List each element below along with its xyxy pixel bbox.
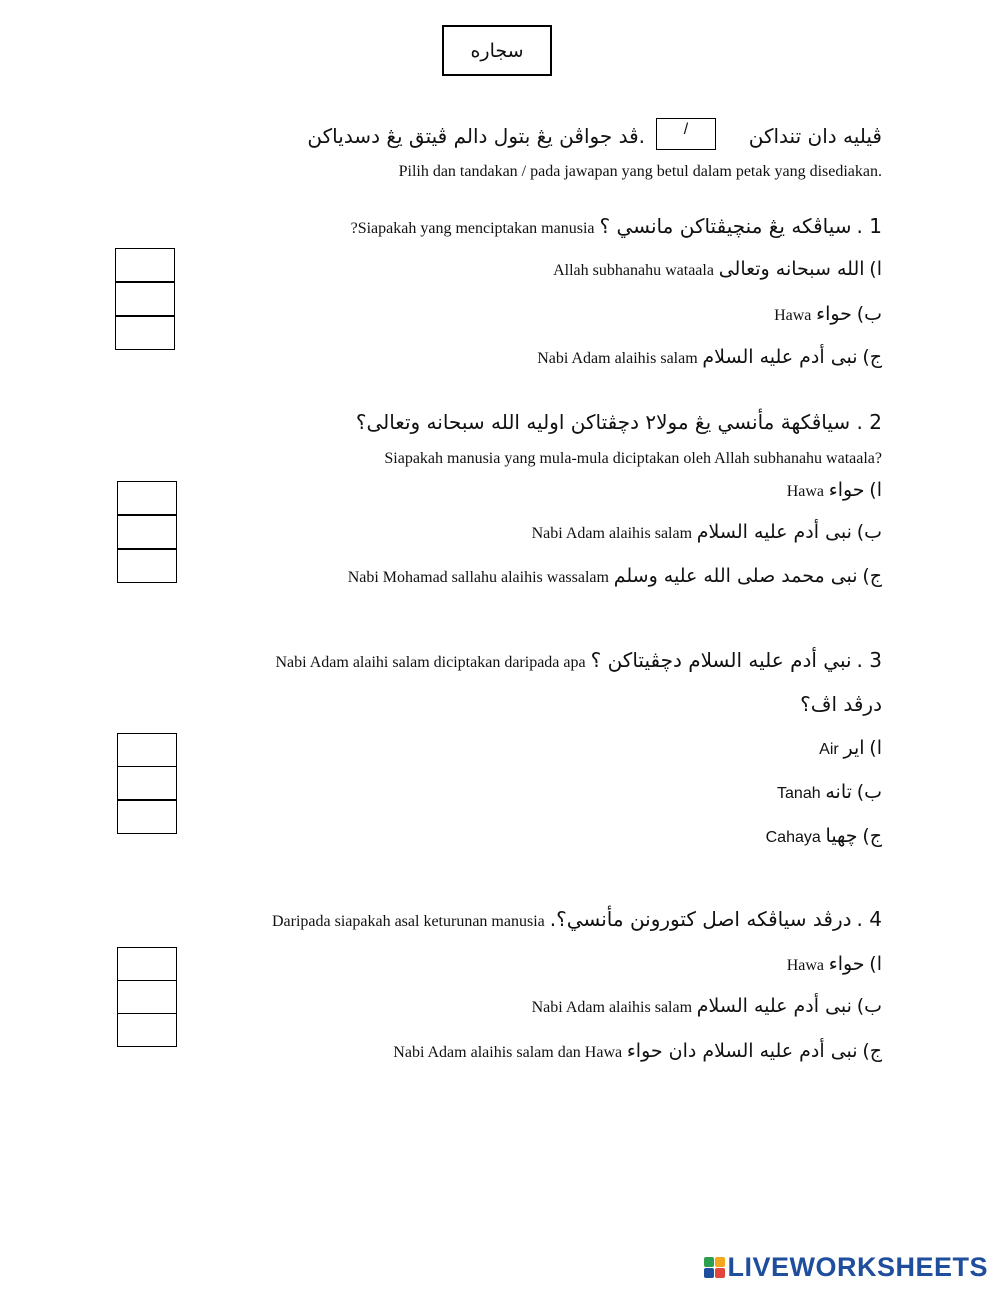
option-label: ج) bbox=[862, 565, 882, 587]
brand-name: LIVEWORKSHEETS bbox=[727, 1252, 988, 1282]
option-latin: Cahaya bbox=[765, 829, 821, 846]
option-jawi: حواء bbox=[828, 953, 865, 975]
option-latin: Tanah bbox=[777, 785, 821, 802]
q1-answer-box-a[interactable] bbox=[115, 248, 175, 282]
q3-answer-box-a[interactable] bbox=[117, 733, 177, 767]
question-number: 1 . bbox=[856, 214, 882, 238]
q4-option-b bbox=[532, 995, 882, 1018]
q4-option-c bbox=[393, 1040, 882, 1063]
q2-answer-box-c[interactable] bbox=[117, 549, 177, 583]
option-label: ب) bbox=[856, 521, 882, 543]
q3-option-c bbox=[766, 825, 882, 848]
option-label: ا) bbox=[869, 953, 882, 975]
option-latin: Hawa bbox=[786, 957, 825, 974]
question-number: 4 . bbox=[856, 907, 882, 931]
q4-option-a bbox=[787, 953, 882, 976]
option-latin: Air bbox=[819, 741, 839, 758]
question-3-line2: درڤد اڤ؟ bbox=[800, 692, 882, 716]
question-number: 3 . bbox=[856, 648, 882, 672]
question-4 bbox=[272, 907, 882, 932]
option-latin: Hawa bbox=[786, 483, 825, 500]
option-label: ج) bbox=[862, 346, 882, 368]
q1-option-b bbox=[774, 303, 882, 326]
question-latin: Nabi Adam alaihi salam diciptakan daripada apa bbox=[275, 654, 586, 671]
option-label: ا) bbox=[869, 479, 882, 501]
option-label: ب) bbox=[856, 781, 882, 803]
option-label: ب) bbox=[856, 995, 882, 1017]
q2-answer-box-b[interactable] bbox=[117, 515, 177, 549]
q1-option-c bbox=[537, 346, 882, 369]
logo-mark-icon bbox=[704, 1257, 725, 1278]
option-jawi: چهيا bbox=[825, 825, 858, 847]
q4-answer-box-b[interactable] bbox=[117, 980, 177, 1014]
question-jawi: سياڤكه يڠ منچيڤتاكن مانسي ؟ bbox=[599, 214, 852, 238]
question-latin: Daripada siapakah asal keturunan manusia bbox=[271, 913, 545, 930]
option-latin: Nabi Adam alaihis salam bbox=[537, 350, 698, 367]
q2-option-b bbox=[532, 521, 882, 544]
option-label: ب) bbox=[856, 303, 882, 325]
question-3 bbox=[276, 648, 883, 673]
question-1 bbox=[351, 214, 882, 239]
option-jawi: نبى أدم عليه السلام bbox=[696, 521, 852, 543]
q3-answer-box-c[interactable] bbox=[117, 800, 177, 834]
question-2-latin: Siapakah manusia yang mula-mula diciptakan oleh Allah subhanahu wataala? bbox=[384, 450, 882, 467]
question-2 bbox=[356, 410, 882, 434]
question-jawi: سياڤكهة مأنسي يڠ مولا٢ دچڤتاكن اوليه الله سبحانه وتعالى؟ bbox=[355, 410, 851, 434]
q2-answer-box-a[interactable] bbox=[117, 481, 177, 515]
option-label: ج) bbox=[862, 825, 882, 847]
option-latin: Allah subhanahu wataala bbox=[553, 262, 714, 279]
option-jawi: نبى محمد صلى الله عليه وسلم bbox=[613, 565, 858, 587]
q3-option-b bbox=[777, 781, 882, 804]
page-title: سجاره bbox=[442, 25, 552, 76]
option-jawi: حواء bbox=[828, 479, 865, 501]
q4-answer-box-a[interactable] bbox=[117, 947, 177, 981]
liveworksheets-logo bbox=[704, 1252, 988, 1283]
question-number: 2 . bbox=[856, 410, 882, 434]
q2-option-c bbox=[348, 565, 882, 588]
option-label: ا) bbox=[869, 258, 882, 280]
option-jawi: اير bbox=[843, 737, 865, 759]
instruction-jawi-right: ڤيليه دان تنداكن bbox=[748, 124, 882, 148]
q3-answer-box-b[interactable] bbox=[117, 766, 177, 800]
option-latin: Nabi Adam alaihis salam bbox=[531, 999, 693, 1016]
question-jawi: درڤد سياڤكه اصل كتورونن مأنسي؟. bbox=[549, 907, 852, 931]
option-jawi: نبى أدم عليه السلام دان حواء bbox=[626, 1040, 858, 1062]
q2-option-a bbox=[787, 479, 882, 502]
option-jawi: حواء bbox=[816, 303, 852, 325]
option-jawi: تانه bbox=[825, 781, 852, 803]
option-label: ج) bbox=[862, 1040, 882, 1062]
q1-answer-box-c[interactable] bbox=[115, 316, 175, 350]
q3-option-a bbox=[819, 737, 882, 760]
instruction-jawi-left: ڤد جواڤن يڠ بتول دالم ڤيتق يڠ دسدياكن. bbox=[307, 124, 645, 148]
option-jawi: الله سبحانه وتعالى bbox=[718, 258, 865, 280]
option-label: ا) bbox=[869, 737, 882, 759]
instruction-latin: Pilih dan tandakan / pada jawapan yang betul dalam petak yang disediakan. bbox=[398, 163, 882, 180]
question-latin: Siapakah yang menciptakan manusia? bbox=[350, 220, 595, 237]
q4-answer-box-c[interactable] bbox=[117, 1013, 177, 1047]
option-latin: Hawa bbox=[774, 307, 812, 324]
option-jawi: نبى أدم عليه السلام bbox=[702, 346, 858, 368]
option-jawi: نبى أدم عليه السلام bbox=[696, 995, 852, 1017]
tick-symbol-box: / bbox=[656, 118, 716, 150]
option-latin: Nabi Adam alaihis salam bbox=[531, 525, 693, 542]
option-latin: Nabi Mohamad sallahu alaihis wassalam bbox=[347, 569, 609, 586]
question-jawi: نبي أدم عليه السلام دچڤيتاكن ؟ bbox=[590, 648, 852, 672]
q1-option-a bbox=[553, 258, 882, 281]
q1-answer-box-b[interactable] bbox=[115, 282, 175, 316]
option-latin: Nabi Adam alaihis salam dan Hawa bbox=[393, 1044, 623, 1061]
